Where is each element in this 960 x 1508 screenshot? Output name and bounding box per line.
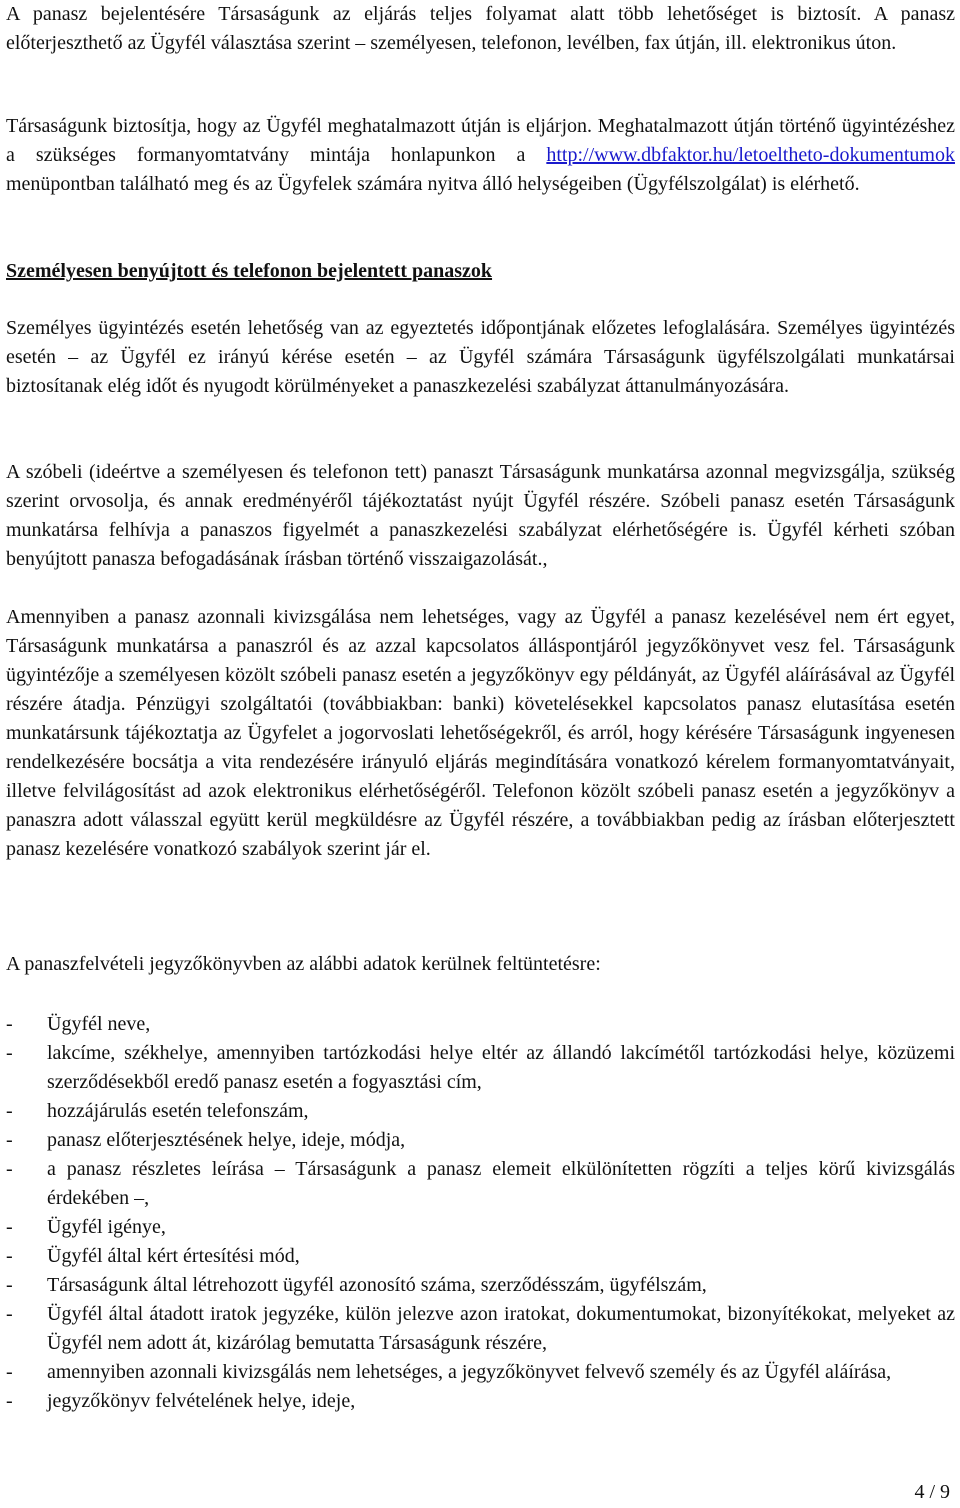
list-item: [6, 1387, 955, 1416]
list-dash: -: [6, 1361, 13, 1383]
list-item-text: Ügyfél által kért értesítési mód,: [47, 1245, 300, 1267]
list-dash: -: [6, 1245, 13, 1267]
paragraph-oral-complaint: A szóbeli (ideértve a személyesen és telefonon tett) panaszt Társaságunk munkatársa azonnal megvizsgálja, szükség szerint orvosolja, és annak eredményéről tájékoztatást nyújt Ügyfél részére. Szóbeli panasz esetén Társaságunk munkatársa felhívja a panaszos figyelmét a panaszkezelési szabályzat elérhetőségére is. Ügyfél kérheti szóban benyújtott panasza befogadásának írásban történő visszaigazolását.,: [6, 461, 955, 570]
list-item-text: Ügyfél igénye,: [47, 1216, 166, 1238]
list-item: [6, 1126, 955, 1155]
list-dash: -: [6, 1100, 13, 1122]
paragraph-protocol: Amennyiben a panasz azonnali kivizsgálása nem lehetséges, vagy az Ügyfél a panasz kezelésével nem ért egyet, Társaságunk munkatársa a panaszról és az azzal kapcsolatos álláspontjáról jegyzőkönyvet vesz fel. Társaságunk ügyintézője a személyesen közölt szóbeli panasz esetén a jegyzőkönyv egy példányát, az Ügyfél aláírásával az Ügyfél részére átadja. Pénzügyi szolgáltatói (továbbiakban: banki) követelésekkel kapcsolatos panasz elutasítása esetén munkatársunk tájékoztatja az Ügyfelet a jogorvoslati lehetőségekről, és arról, hogy kérésére Társaságunk ingyenesen rendelkezésére bocsátja a vita rendezésére irányuló eljárás megindítására vonatkozó kérelem formanyomtatványait, illetve felvilágosítást ad azok elektronikus elérhetőségéről. Telefonon közölt szóbeli panasz esetén a jegyzőkönyv a panaszra adott válasszal együtt kerül megküldésre az Ügyfél részére, a továbbiakban pedig az írásban előterjesztett panasz kezelésére vonatkozó szabályok szerint jár el.: [6, 606, 955, 860]
download-documents-link[interactable]: http://www.dbfaktor.hu/letoeltheto-dokumentumok: [546, 144, 955, 166]
list-item: [6, 1271, 955, 1300]
list-dash: -: [6, 1216, 13, 1238]
protocol-data-list: [6, 1010, 955, 1416]
list-item-text: amennyiben azonnali kivizsgálás nem lehetséges, a jegyzőkönyvet felvevő személy és az Ügyfél aláírása,: [47, 1361, 892, 1383]
paragraph-authorized-representative: [6, 112, 955, 199]
list-item: [6, 1358, 955, 1387]
list-dash: -: [6, 1274, 13, 1296]
list-item-text: jegyzőkönyv felvételének helye, ideje,: [47, 1390, 356, 1412]
paragraph-personal-handling: Személyes ügyintézés esetén lehetőség van az egyeztetés időpontjának előzetes lefoglalására. Személyes ügyintézés esetén – az Ügyfél ez irányú kérése esetén – az Ügyfél számára Társaságunk ügyfélszolgálati munkatársai biztosítanak elég időt és nyugodt körülményeket a panaszkezelési szabályzat áttanulmányozására.: [6, 317, 955, 397]
list-dash: -: [6, 1158, 13, 1180]
paragraph-list-intro: A panaszfelvételi jegyzőkönyvben az alábbi adatok kerülnek feltüntetésre:: [6, 953, 601, 975]
list-item-text: Ügyfél által átadott iratok jegyzéke, külön jelezve azon iratokat, dokumentumokat, bizonyítékokat, melyeket az Ügyfél nem adott át, kizárólag bemutatta Társaságunk részére,: [47, 1303, 955, 1354]
list-item: [6, 1300, 955, 1358]
paragraph-text-before-link: Társaságunk biztosítja, hogy az Ügyfél meghatalmazott útján is eljárjon. Meghatalmazott útján történő ügyintézéshez a szükséges formanyomtatvány mintája honlapunkon a: [6, 115, 955, 166]
list-dash: -: [6, 1390, 13, 1412]
list-item-text: panasz előterjesztésének helye, ideje, módja,: [47, 1129, 406, 1151]
list-item-text: hozzájárulás esetén telefonszám,: [47, 1100, 309, 1122]
section-heading: Személyesen benyújtott és telefonon bejelentett panaszok: [6, 260, 493, 282]
list-dash: -: [6, 1303, 13, 1325]
list-dash: -: [6, 1042, 13, 1064]
list-item: [6, 1097, 955, 1126]
list-item: [6, 1213, 955, 1242]
list-item-text: lakcíme, székhelye, amennyiben tartózkodási helye eltér az állandó lakcímétől tartózkodási helye, közüzemi szerződésekből eredő panasz esetén a fogyasztási cím,: [47, 1042, 955, 1093]
list-dash: -: [6, 1013, 13, 1035]
list-item: [6, 1039, 955, 1097]
page-number: 4 / 9: [914, 1481, 950, 1503]
list-item: [6, 1155, 955, 1213]
paragraph-complaint-options: A panasz bejelentésére Társaságunk az eljárás teljes folyamat alatt több lehetőséget is biztosít. A panasz előterjeszthető az Ügyfél választása szerint – személyesen, telefonon, levélben, fax útján, ill. elektronikus úton.: [6, 3, 955, 54]
list-item: [6, 1242, 955, 1271]
list-item-text: Ügyfél neve,: [47, 1013, 151, 1035]
list-item-text: Társaságunk által létrehozott ügyfél azonosító száma, szerződésszám, ügyfélszám,: [47, 1274, 707, 1296]
list-item: [6, 1010, 955, 1039]
list-dash: -: [6, 1129, 13, 1151]
paragraph-text-after-link: menüpontban található meg és az Ügyfelek számára nyitva álló helységeiben (Ügyfélszolgálat) is elérhető.: [6, 173, 860, 195]
list-item-text: a panasz részletes leírása – Társaságunk a panasz elemeit elkülönítetten rögzíti a teljes körű kivizsgálás érdekében –,: [47, 1158, 955, 1209]
